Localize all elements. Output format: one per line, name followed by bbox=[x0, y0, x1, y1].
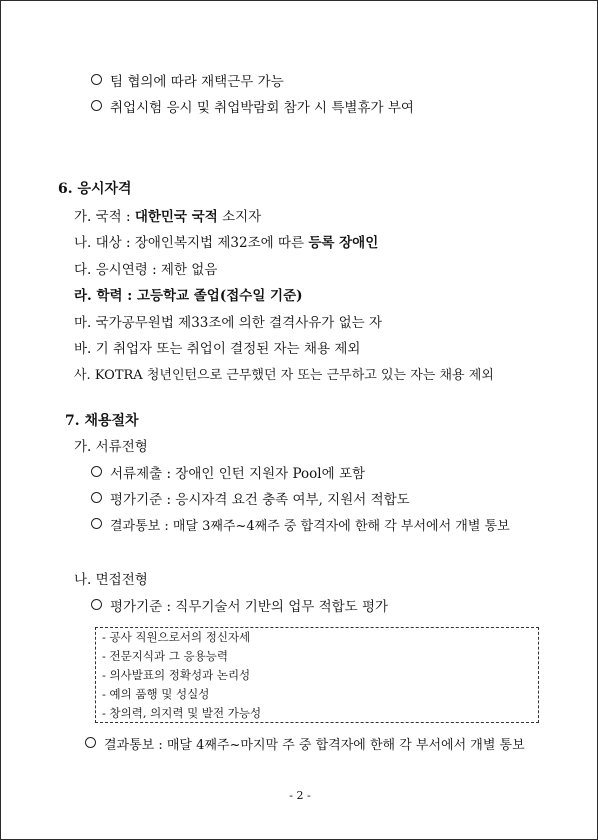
interview-criteria: 평가기준 : 직무기술서 기반의 업무 적합도 평가 bbox=[91, 598, 388, 616]
section6-heading: 6. 응시자격 bbox=[58, 181, 132, 197]
interview-criteria-box bbox=[95, 627, 539, 723]
criteria-item: - 예의 품행 및 성실성 bbox=[102, 687, 210, 701]
interview-title: 나. 면접전형 bbox=[74, 572, 148, 588]
criteria-item: - 공사 직원으로서의 정신자세 bbox=[102, 630, 251, 644]
circle-bullet-icon bbox=[85, 737, 96, 748]
document-result-notice: 결과통보 : 매달 3째주~4째주 중 합격자에 한해 각 부서에서 개별 통보 bbox=[91, 518, 510, 536]
eligibility-education: 라. 학력 : 고등학교 졸업(접수일 기준) bbox=[74, 288, 303, 304]
section7-heading: 7. 채용절차 bbox=[65, 413, 139, 429]
bullet-special-leave: 취업시험 응시 및 취업박람회 참가 시 특별휴가 부여 bbox=[91, 99, 414, 117]
document-criteria: 평가기준 : 응시자격 요건 충족 여부, 지원서 적합도 bbox=[91, 491, 410, 509]
eligibility-nationality: 가. 국적 : 대한민국 국적 소지자 bbox=[74, 209, 262, 225]
document-screening-title: 가. 서류전형 bbox=[74, 439, 148, 455]
eligibility-disqualification: 마. 국가공무원법 제33조에 의한 결격사유가 없는 자 bbox=[74, 315, 383, 331]
criteria-item: - 의사발표의 정확성과 논리성 bbox=[102, 668, 251, 682]
page-number: - 2 - bbox=[289, 789, 311, 802]
criteria-item: - 창의력, 의지력 및 발전 가능성 bbox=[102, 706, 262, 720]
circle-bullet-icon bbox=[91, 518, 102, 529]
interview-result-notice: 결과통보 : 매달 4째주~마지막 주 중 합격자에 한해 각 부서에서 개별 통보 bbox=[85, 737, 525, 755]
document-submission: 서류제출 : 장애인 인턴 지원자 Pool에 포함 bbox=[91, 465, 365, 483]
eligibility-employed-excluded: 바. 기 취업자 또는 취업이 결정된 자는 채용 제외 bbox=[74, 341, 361, 357]
circle-bullet-icon bbox=[91, 492, 102, 503]
circle-bullet-icon bbox=[91, 599, 102, 610]
eligibility-kotra-excluded: 사. KOTRA 청년인턴으로 근무했던 자 또는 근무하고 있는 자는 채용 제외 bbox=[74, 368, 494, 383]
eligibility-target: 나. 대상 : 장애인복지법 제32조에 따른 등록 장애인 bbox=[74, 235, 379, 251]
criteria-item: - 전문지식과 그 응용능력 bbox=[102, 649, 228, 663]
circle-bullet-icon bbox=[91, 74, 102, 85]
bullet-remote-work: 팀 협의에 따라 재택근무 가능 bbox=[91, 73, 284, 91]
circle-bullet-icon bbox=[91, 100, 102, 111]
circle-bullet-icon bbox=[91, 466, 102, 477]
eligibility-age: 다. 응시연령 : 제한 없음 bbox=[74, 262, 218, 278]
